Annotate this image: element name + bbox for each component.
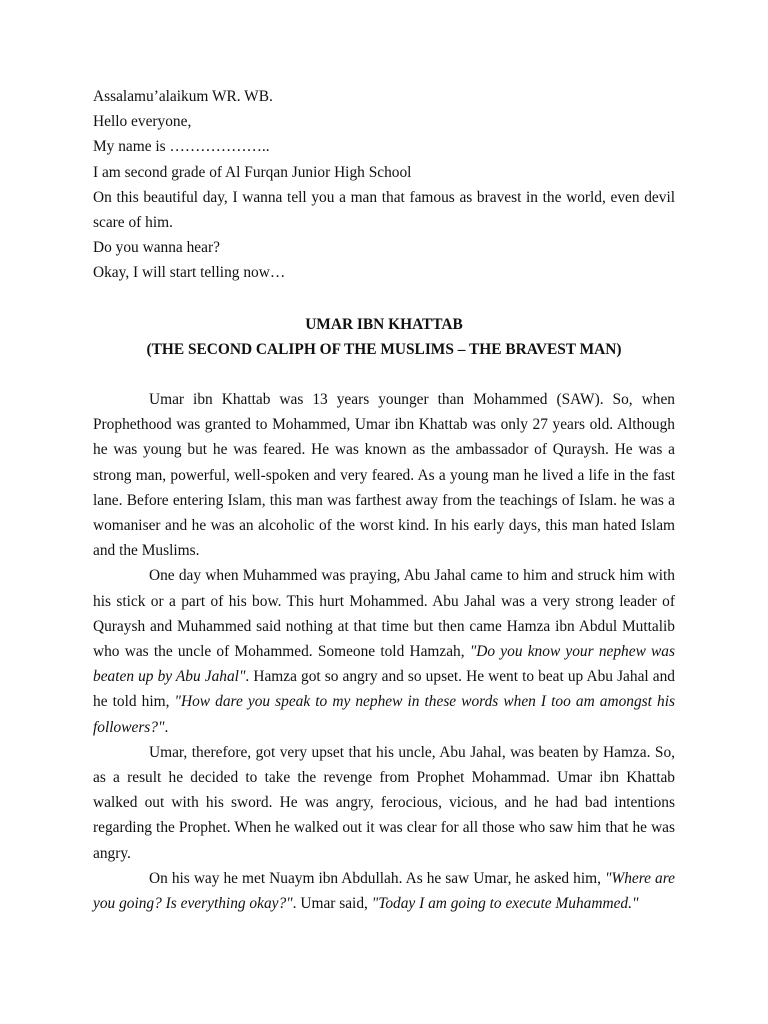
name-line: My name is ………………..: [93, 138, 270, 156]
story-title: UMAR IBN KHATTAB: [305, 315, 463, 333]
paragraph-2-quote-1: "Do you know your nephew was beaten up by Abu Jahal": [93, 643, 675, 686]
paragraph-3: Umar, therefore, got very upset that his uncle, Abu Jahal, was beaten by Hamza. So, as a result he decided to take the revenge from Prophet Mohammad. Umar ibn Khattab walked out with his sword. He was angry, ferocious, vicious, and he had bad intentions regarding the Prophet. When he walked out it was clear for all those who saw him that he was angry.: [93, 743, 675, 862]
school-line: I am second grade of Al Furqan Junior High School: [93, 163, 412, 181]
paragraph-1: Umar ibn Khattab was 13 years younger than Mohammed (SAW). So, when Prophethood was granted to Mohammed, Umar ibn Khattab was only 27 years old. Although he was young but he was feared. He was known as the ambassador of Quraysh. He was a strong man, powerful, well-spoken and very feared. As a young man he lived a life in the fast lane. Before entering Islam, this man was farthest away from the teachings of Islam. he was a womaniser and he was an alcoholic of the worst kind. In his early days, this man hated Islam and the Muslims.: [93, 391, 675, 560]
intro-line: On this beautiful day, I wanna tell you a man that famous as bravest in the world, even devil scare of him.: [93, 188, 675, 232]
paragraph-4-quote-2: "Today I am going to execute Muhammed.": [371, 895, 639, 913]
question-line: Do you wanna hear?: [93, 239, 220, 257]
paragraph-4-text-b: . Umar said,: [292, 895, 372, 913]
story-subtitle: (THE SECOND CALIPH OF THE MUSLIMS – THE BRAVEST MAN): [146, 340, 622, 358]
document-page: [93, 84, 675, 916]
paragraph-2: [93, 563, 675, 739]
greeting-section: [93, 84, 675, 286]
paragraph-2-text-b: . Hamza got so angry and so upset. He went to beat up Abu Jahal and he told him,: [93, 668, 675, 711]
story-title-block: [93, 312, 675, 362]
hello-line: Hello everyone,: [93, 113, 192, 131]
paragraph-4-quote-1: "Where are you going? Is everything okay?": [93, 869, 675, 913]
start-line: Okay, I will start telling now…: [93, 264, 286, 282]
paragraph-2-text-a: One day when Muhammed was praying, Abu Jahal came to him and struck him with his stick or a part of his bow. This hurt Mohammed. Abu Jahal was a very strong leader of Quraysh and Muhammed said nothing at that time but then came Hamza ibn Abdul Muttalib who was the uncle of Mohammed. Someone told Hamzah,: [93, 567, 675, 661]
salutation-line: Assalamu’alaikum WR. WB.: [93, 88, 273, 105]
paragraph-4: [93, 866, 675, 916]
story-body: [93, 387, 675, 916]
paragraph-2-quote-2: "How dare you speak to my nephew in these words when I too am amongst his followers?": [93, 693, 675, 736]
paragraph-4-text-a: On his way he met Nuaym ibn Abdullah. As he saw Umar, he asked him,: [149, 869, 605, 887]
paragraph-2-text-c: .: [164, 718, 169, 736]
